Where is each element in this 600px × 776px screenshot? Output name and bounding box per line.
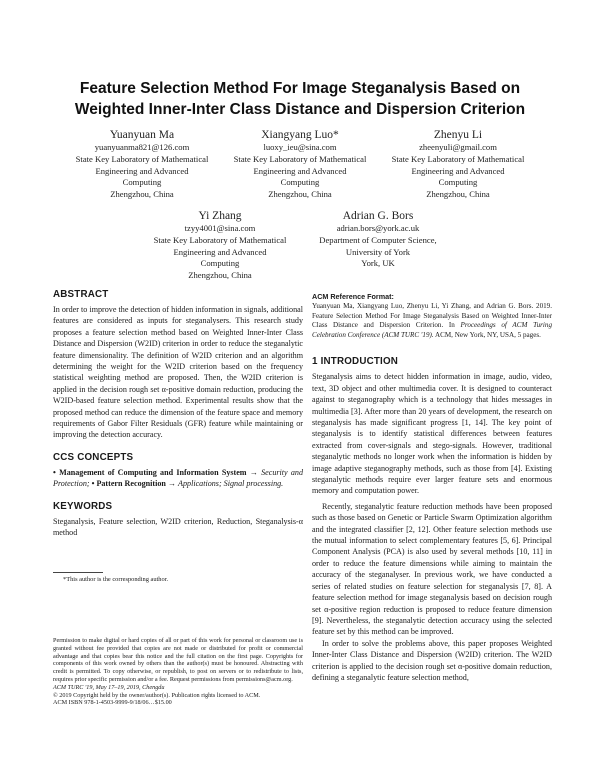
author-email: yuanyuanma821@126.com [94, 142, 190, 152]
ccs-concepts [53, 467, 303, 490]
ccs-term-2: • Pattern Recognition [89, 479, 166, 489]
author-affiliation: State Key Laboratory of Mathematical [153, 234, 287, 245]
author-block-4 [140, 209, 300, 282]
intro-paragraph-2: Recently, steganalytic feature reduction methods have been proposed such as those based on Genetic or Particle Swarm Optimization algorithm and the integrated classifier [2, 12]. Other feature selection methods use the mutual information to select complementary features [5, 6]. Principal Component Analysis (PCA) is also used by several methods [10, 11] in order to reduce the feature dimensions while aiming to maintain the accuracy of the steganalyser. In previous work, we have conducted a series of related studies on feature selection for steganalysis [7, 8]. A feature selection method for image steganalysis based on decision rough set α-positive region reduction is proposed to reduce feature dimension [9]. Nevertheless, the steganalytic detection accuracy using the selected feature set by this method can be improved. [312, 501, 552, 637]
author-affiliation: Computing [200, 258, 240, 269]
title-line-1: Feature Selection Method For Image Steganalysis Based on [79, 80, 521, 97]
keywords-text: Steganalysis, Feature selection, W2ID criterion, Reduction, Steganalysis-α method [53, 516, 303, 538]
keywords-heading: KEYWORDS [53, 500, 113, 512]
isbn-line: ACM ISBN 978-1-4503-9999-9/18/06…$15.00 [53, 699, 172, 707]
author-block-2 [220, 128, 380, 201]
author-email: zheenyuli@gmail.com [419, 142, 497, 152]
author-affiliation: Computing [280, 177, 320, 188]
ccs-arrow: → [246, 467, 262, 477]
footnote: *This author is the corresponding author. [63, 576, 169, 583]
title-line-2: Weighted Inner-Inter Class Distance and Dispersion Criterion [74, 101, 526, 118]
author-affiliation: State Key Laboratory of Mathematical [75, 153, 209, 164]
author-affiliation: Engineering and Advanced [95, 165, 189, 176]
author-affiliation: Engineering and Advanced [253, 165, 347, 176]
acm-ref-tail: ACM, New York, NY, USA, 5 pages. [433, 330, 541, 339]
author-email: luoxy_ieu@sina.com [263, 142, 337, 152]
footnote-rule [53, 572, 103, 573]
author-affiliation: Engineering and Advanced [411, 165, 505, 176]
author-name: Yi Zhang [198, 210, 242, 222]
author-affiliation: Engineering and Advanced [173, 246, 267, 257]
author-affiliation: State Key Laboratory of Mathematical [391, 153, 525, 164]
paper-title [40, 78, 560, 120]
author-block-1 [62, 128, 222, 201]
conference-line: ACM TURC '19, May 17–19, 2019, Chengdu [53, 683, 165, 691]
author-email: adrian.bors@york.ac.uk [336, 223, 420, 233]
author-name: Adrian G. Bors [342, 210, 414, 222]
author-block-5 [298, 209, 458, 270]
author-affiliation: State Key Laboratory of Mathematical [233, 153, 367, 164]
author-email: tzyy4001@sina.com [184, 223, 256, 233]
abstract-text: In order to improve the detection of hidden information in signals, additional features are considered as inputs for steganalysers. This research study proposes a feature selection method based on Weighted Inner-Inter Class Distance and Dispersion (W2ID) criterion in order to reduce the steganalytic feature dimensionality. The definition of W2ID criterion and an algorithm determining the weight for the W2ID criterion based on the frequency statistical weighting method are proposed. Then, the W2ID criterion is applied in the decision rough set α-positive domain reduction, producing the W2ID-based feature selection method. Experimental results show that the proposed method can reduce the dimension of the feature space and memory requirements of Gabor Filter Residuals (GFR) feature while maintaining or improving the detection accuracy. [53, 305, 303, 440]
author-name: Zhenyu Li [433, 129, 483, 141]
author-name: Xiangyang Luo* [261, 129, 339, 141]
ccs-sub-1: Security and Protection; [53, 467, 303, 489]
abstract-heading: ABSTRACT [53, 289, 109, 300]
acm-reference-text [312, 302, 552, 340]
permission-text: Permission to make digital or hard copies of all or part of this work for personal or classroom use is granted without fee provided that copies are not made or distributed for profit or commercial advantage and that copies bear this notice and the full citation on the first page. Copyrights for components of this work owned by others than the author(s) must be honoured. Abstracting with credit is permitted. To copy otherwise, or republish, to post on servers or to redistribute to lists, requires prior specific permission and/or a fee. Request permissions from permissions@acm.org. [53, 637, 303, 683]
ccs-arrow: → [165, 479, 179, 489]
author-affiliation: Computing [122, 177, 162, 188]
author-affiliation: Department of Computer Science, [319, 234, 437, 245]
ccs-term-1: • Management of Computing and Information System [53, 467, 247, 477]
permission-block [53, 637, 303, 707]
author-affiliation: Zhengzhou, China [110, 189, 174, 200]
ccs-heading: CCS CONCEPTS [53, 451, 134, 463]
copyright-line: © 2019 Copyright held by the owner/author(s). Publication rights licensed to ACM. [53, 691, 261, 699]
right-column [312, 292, 552, 683]
author-affiliation: York, UK [361, 258, 395, 269]
ccs-sub-2: Applications; Signal processing. [178, 479, 284, 489]
acm-ref-italic: Proceedings of ACM Turing Celebration Conference (ACM TURC '19). [312, 321, 552, 339]
author-affiliation: Computing [438, 177, 478, 188]
author-block-3 [378, 128, 538, 201]
left-column [53, 289, 303, 539]
author-affiliation: Zhengzhou, China [188, 270, 252, 281]
author-affiliation: University of York [345, 246, 411, 257]
acm-reference-heading: ACM Reference Format: [312, 292, 394, 301]
introduction-heading: 1 INTRODUCTION [312, 356, 399, 368]
intro-paragraph-1: Steganalysis aims to detect hidden information in image, audio, video, text, 3D object and other multimedia cover. It is designed to counteract against to steganography which is a technology that hides messages in multimedia [3]. After more than 20 years of development, the research on steganalysis has made significant progress [1, 14]. The key point of steganalysis is to identify statistical differences between features extracted from cover-signals and stego-signals. However, traditional steganalytic methods no longer work when the information is hidden by image adaptive steganography methods, such as those from [4]. Existing steganalytic methods require ever larger feature sets and enormous memory and computation power. [312, 372, 552, 496]
intro-paragraph-3: In order to solve the problems above, this paper proposes Weighted Inner-Inter Class Distance and Dispersion (W2ID) criterion. The W2ID criterion is applied to the decision rough set α-positive domain reduction, defining a steganalytic feature selection method, [312, 638, 552, 682]
author-name: Yuanyuan Ma [109, 129, 175, 141]
acm-ref-plain: Yuanyuan Ma, Xiangyang Luo, Zhenyu Li, Yi Zhang, and Adrian G. Bors. 2019. Feature Selection Method For Image Steganalysis Based on Weighted Inner-Inter Class Distance and Dispersion Criterion. In [312, 302, 552, 330]
author-affiliation: Zhengzhou, China [426, 189, 490, 200]
author-affiliation: Zhengzhou, China [268, 189, 332, 200]
